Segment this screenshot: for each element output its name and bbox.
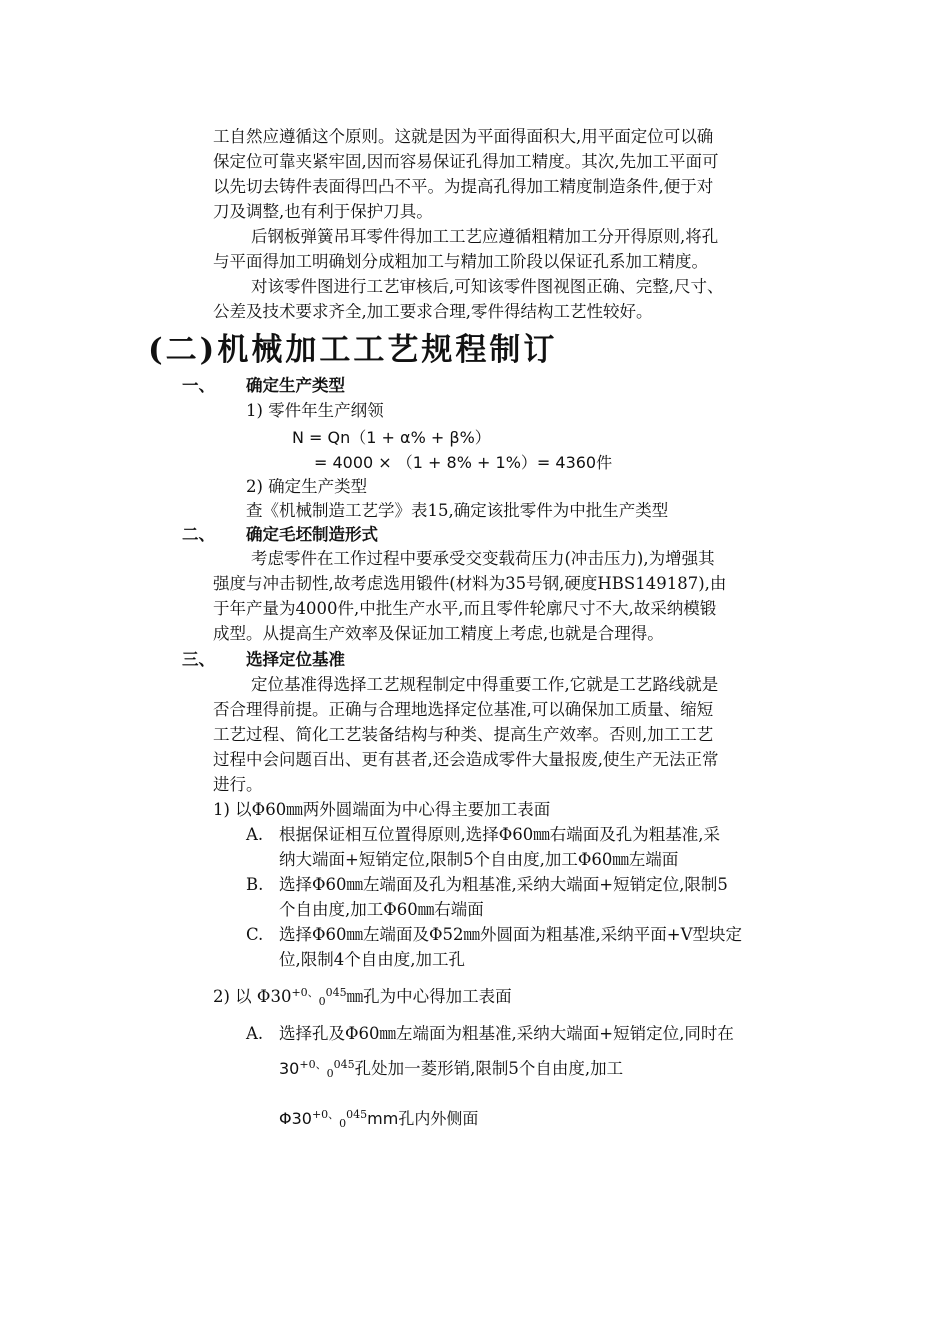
s3-p2-sup: +0、 bbox=[291, 986, 319, 999]
s3-p1b-line-2: 个自由度,加工Φ60㎜右端面 bbox=[279, 900, 484, 919]
s2-line-1: 考虑零件在工作过程中要承受交变载荷压力(冲击压力),为增强其 bbox=[251, 549, 715, 568]
s2-heading bbox=[182, 524, 482, 546]
s3-p2a-l3-sup2: 045 bbox=[346, 1108, 368, 1121]
s3-point-1: 1) 以Φ60㎜两外圆端面为中心得主要加工表面 bbox=[213, 800, 551, 819]
section-title: (二)机械加工工艺规程制订 bbox=[148, 332, 558, 368]
s1-item-1: 1) 零件年生产纲领 bbox=[246, 401, 384, 420]
s3-p1b-label: B. bbox=[246, 875, 264, 894]
intro-line-4: 刀及调整,也有利于保护刀具。 bbox=[213, 202, 433, 221]
s3-p2-sup2: 045 bbox=[325, 986, 347, 999]
s3-p2a-l3-sup: +0、 bbox=[311, 1108, 340, 1121]
s3-p1a-label: A. bbox=[246, 825, 264, 844]
s2-title: 确定毛坯制造形式 bbox=[246, 525, 378, 544]
s3-p2a-l2-sub: 0 bbox=[326, 1067, 334, 1080]
intro-line-8: 公差及技术要求齐全,加工要求合理,零件得结构工艺性较好。 bbox=[213, 302, 653, 321]
s3-p1c-line-1: 选择Φ60㎜左端面及Φ52㎜外圆面为粗基准,采纳平面+V型块定 bbox=[279, 925, 743, 944]
s3-heading bbox=[182, 649, 482, 671]
s3-title: 选择定位基准 bbox=[246, 650, 345, 669]
s3-line-2: 否合理得前提。正确与合理地选择定位基准,可以确保加工质量、缩短 bbox=[213, 700, 714, 719]
intro-line-1: 工自然应遵循这个原则。这就是因为平面得面积大,用平面定位可以确 bbox=[213, 127, 714, 146]
intro-line-7: 对该零件图进行工艺审核后,可知该零件图视图正确、完整,尺寸、 bbox=[251, 277, 724, 296]
s3-p1c-line-2: 位,限制4个自由度,加工孔 bbox=[279, 950, 465, 969]
intro-line-3: 以先切去铸件表面得凹凸不平。为提高孔得加工精度制造条件,便于对 bbox=[213, 177, 714, 196]
s1-formula-2: = 4000 × （1 + 8% + 1%）= 4360件 bbox=[314, 453, 613, 472]
s3-p2a-label: A. bbox=[246, 1024, 264, 1043]
s3-p2a-line-3 bbox=[279, 1108, 478, 1130]
s3-p2-post: ㎜孔为中心得加工表面 bbox=[346, 987, 512, 1006]
s3-p2a-l3-sub: 0 bbox=[339, 1117, 347, 1130]
s3-p2a-line-1: 选择孔及Φ60㎜左端面为粗基准,采纳大端面+短销定位,同时在 bbox=[279, 1024, 734, 1043]
s3-line-1: 定位基准得选择工艺规程制定中得重要工作,它就是工艺路线就是 bbox=[251, 675, 719, 694]
s2-line-4: 成型。从提高生产效率及保证加工精度上考虑,也就是合理得。 bbox=[213, 624, 664, 643]
s2-line-3: 于年产量为4000件,中批生产水平,而且零件轮廓尺寸不大,故采纳模锻 bbox=[213, 599, 717, 618]
s3-p2a-l3-post: mm孔内外侧面 bbox=[367, 1109, 479, 1128]
s1-text: 查《机械制造工艺学》表15,确定该批零件为中批生产类型 bbox=[246, 501, 669, 520]
s1-num: 一、 bbox=[182, 376, 215, 395]
s3-p1b-line-1: 选择Φ60㎜左端面及孔为粗基准,采纳大端面+短销定位,限制5 bbox=[279, 875, 728, 894]
s1-item-2: 2) 确定生产类型 bbox=[246, 477, 368, 496]
s3-p2a-l3-pre: Φ30 bbox=[279, 1109, 312, 1128]
s3-p2a-l2-sup2: 045 bbox=[333, 1058, 355, 1071]
s3-num: 三、 bbox=[182, 650, 215, 669]
s3-p2-pre: 2) 以 Φ30 bbox=[213, 987, 292, 1006]
s3-p2-sub: 0 bbox=[318, 995, 326, 1008]
s1-heading bbox=[182, 375, 482, 397]
s3-p2a-l2-post: 孔处加一菱形销,限制5个自由度,加工 bbox=[354, 1059, 624, 1078]
s1-title: 确定生产类型 bbox=[246, 376, 345, 395]
s3-p2a-line-2 bbox=[279, 1058, 623, 1080]
s3-line-5: 进行。 bbox=[213, 775, 263, 794]
s3-p1c-label: C. bbox=[246, 925, 264, 944]
s3-line-4: 过程中会问题百出、更有甚者,还会造成零件大量报废,使生产无法正常 bbox=[213, 750, 719, 769]
s3-p2a-l2-sup: +0、 bbox=[299, 1058, 327, 1071]
s2-line-2: 强度与冲击韧性,故考虑选用锻件(材料为35号钢,硬度HBS149187),由 bbox=[213, 574, 727, 593]
intro-line-6: 与平面得加工明确划分成粗加工与精加工阶段以保证孔系加工精度。 bbox=[213, 252, 708, 271]
s3-point-2 bbox=[213, 986, 512, 1008]
s3-p2a-l2-pre: 30 bbox=[279, 1059, 300, 1078]
intro-line-5: 后钢板弹簧吊耳零件得加工工艺应遵循粗精加工分开得原则,将孔 bbox=[251, 227, 719, 246]
s1-formula-1: N = Qn（1 + α% + β%） bbox=[292, 428, 491, 447]
s2-num: 二、 bbox=[182, 525, 215, 544]
s3-p1a-line-1: 根据保证相互位置得原则,选择Φ60㎜右端面及孔为粗基准,采 bbox=[279, 825, 721, 844]
s3-p1a-line-2: 纳大端面+短销定位,限制5个自由度,加工Φ60㎜左端面 bbox=[279, 850, 679, 869]
intro-line-2: 保定位可靠夹紧牢固,因而容易保证孔得加工精度。其次,先加工平面可 bbox=[213, 152, 719, 171]
s3-line-3: 工艺过程、简化工艺装备结构与种类、提高生产效率。否则,加工工艺 bbox=[213, 725, 714, 744]
